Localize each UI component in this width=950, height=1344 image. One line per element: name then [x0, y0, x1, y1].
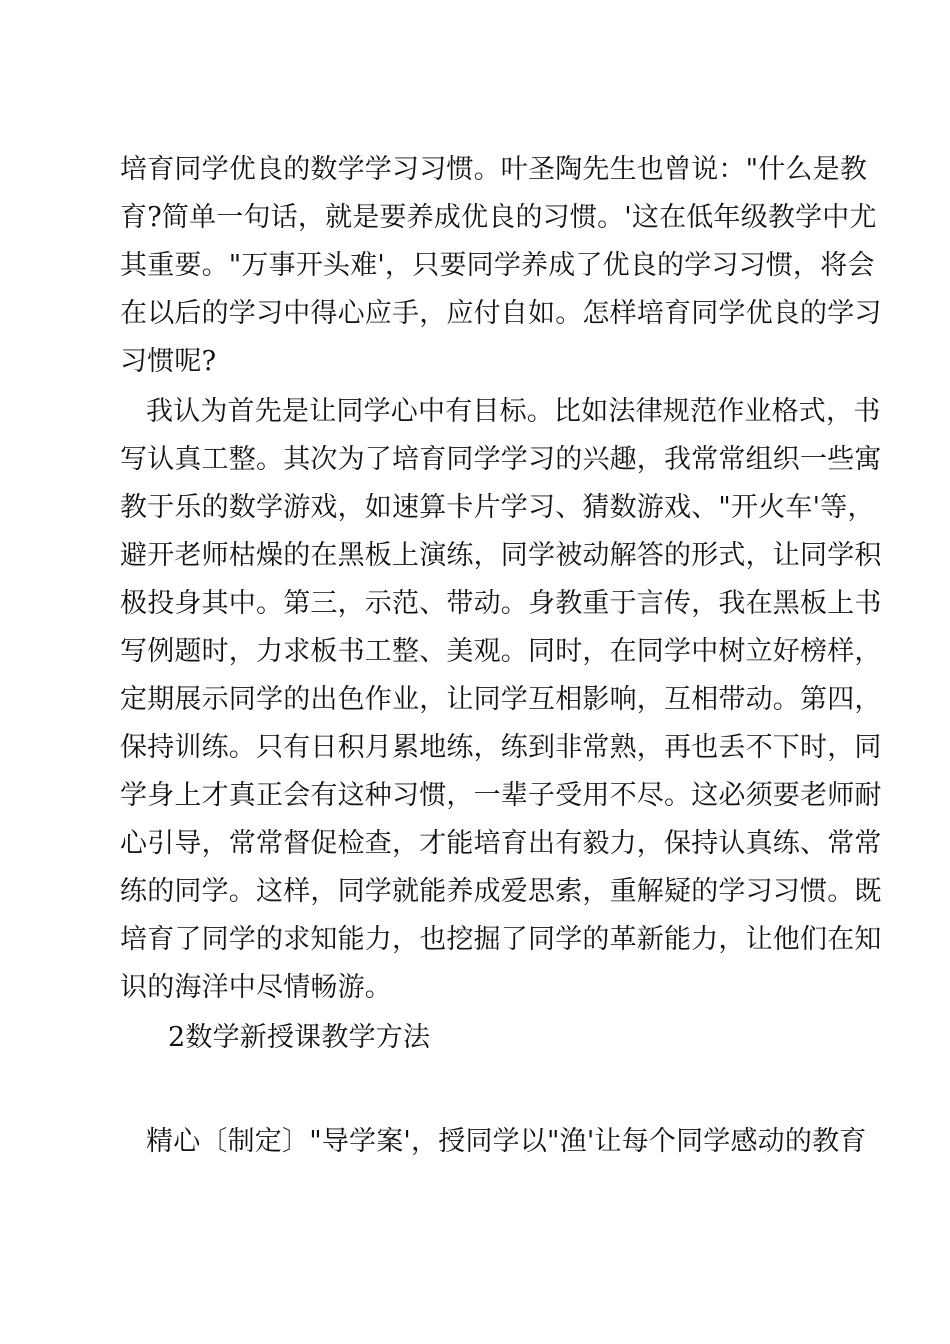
- paragraph-2-line-12: 培育了同学的求知能力，也挖掘了同学的革新能力，让他们在知: [120, 924, 882, 955]
- paragraph-1-line-4: 在以后的学习中得心应手，应付自如。怎样培育同学优良的学习: [120, 298, 882, 329]
- paragraph-2-line-13: 识的海洋中尽情畅游。: [120, 972, 392, 1003]
- paragraph-2-line-3: 教于乐的数学游戏，如速算卡片学习、猜数游戏、"开火车'等，: [120, 492, 875, 523]
- paragraph-2-line-9: 学身上才真正会有这种习惯，一辈子受用不尽。这必须要老师耐: [120, 780, 882, 811]
- paragraph-2-line-1: 我认为首先是让同学心中有目标。比如法律规范作业格式，书: [146, 396, 881, 427]
- paragraph-1-line-5: 习惯呢?: [120, 346, 217, 377]
- paragraph-2-line-2: 写认真工整。其次为了培育同学学习的兴趣，我常常组织一些寓: [120, 444, 882, 475]
- paragraph-2-line-6: 写例题时，力求板书工整、美观。同时，在同学中树立好榜样，: [120, 636, 882, 667]
- paragraph-1-line-2: 育?简单一句话，就是要养成优良的习惯。'这在低年级教学中尤: [120, 202, 877, 233]
- paragraph-2-line-8: 保持训练。只有日积月累地练，练到非常熟，再也丢不下时，同: [120, 732, 882, 763]
- paragraph-2-line-4: 避开老师枯燥的在黑板上演练，同学被动解答的形式，让同学积: [120, 540, 882, 571]
- section-heading: 2数学新授课教学方法: [168, 1022, 431, 1053]
- paragraph-1-line-1: 培育同学优良的数学学习习惯。叶圣陶先生也曾说："什么是教: [120, 154, 868, 185]
- paragraph-1-line-3: 其重要。"万事开头难'，只要同学养成了优良的学习习惯，将会: [120, 250, 875, 281]
- paragraph-2-line-10: 心引导，常常督促检查，才能培育出有毅力，保持认真练、常常: [120, 828, 882, 859]
- paragraph-2-line-7: 定期展示同学的出色作业，让同学互相影响，互相带动。第四，: [120, 684, 882, 715]
- paragraph-2-line-5: 极投身其中。第三，示范、带动。身教重于言传，我在黑板上书: [120, 588, 882, 619]
- paragraph-2-line-11: 练的同学。这样，同学就能养成爱思索，重解疑的学习习惯。既: [120, 876, 882, 907]
- paragraph-3-line-1: 精心〔制定〕"导学案'，授同学以"渔'让每个同学感动的教育: [146, 1126, 867, 1157]
